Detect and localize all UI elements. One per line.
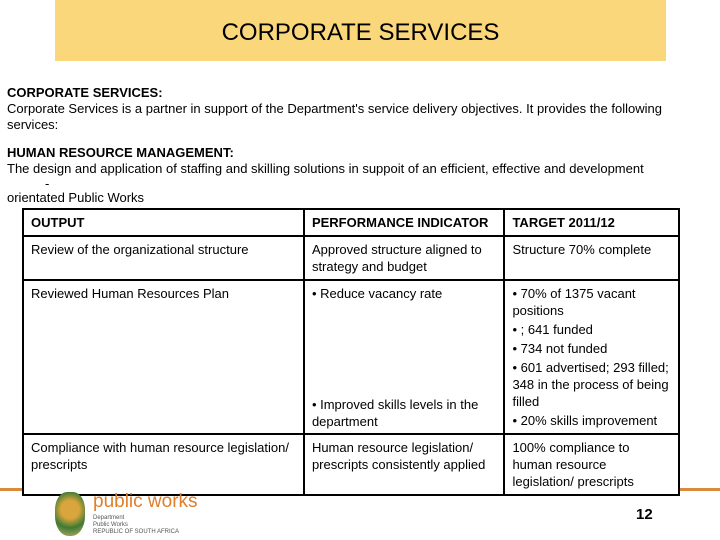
page-number: 12 [636,506,653,523]
indicator-cell: Approved structure aligned to strategy and budget [304,236,505,280]
target-cell: 100% compliance to human resource legislation/ prescripts [504,434,679,495]
header-indicator: PERFORMANCE INDICATOR [304,209,505,236]
logo-country: REPUBLIC OF SOUTH AFRICA [93,529,180,535]
table-header [23,209,679,236]
output-cell: Reviewed Human Resources Plan [23,280,304,434]
intro-text: Corporate Services is a partner in support of the Department's service delivery objectives. It provides the following services: [7,101,662,132]
coat-of-arms-icon [55,492,85,536]
output-cell: Review of the organizational structure [23,236,304,280]
table-row [23,236,679,280]
public-works-logo [55,492,198,536]
indicator-cell: Human resource legislation/ prescripts consistently applied [304,434,505,495]
hrm-text-cont: orientated Public Works [7,190,145,205]
target-item: • 70% of 1375 vacant positions [512,286,636,318]
table-row [23,280,679,434]
hrm-text: The design and application of staffing and skilling solutions in suppoit of an efficient, effective and development [7,161,644,176]
intro-heading: CORPORATE SERVICES: [7,85,163,100]
indicator-item: • Improved skills levels in the department [311,397,479,429]
indicator-cell [304,280,505,434]
hrm-dash: - [45,176,50,191]
services-table [22,208,680,496]
logo-dept: Department Public Works [93,515,128,528]
header-output: OUTPUT [23,209,304,236]
hrm-heading: HUMAN RESOURCE MANAGEMENT: [7,145,234,160]
title-banner [55,0,666,61]
target-item: • ; 641 funded [512,322,593,337]
logo-name: public works [93,491,198,512]
page-title: CORPORATE SERVICES [221,18,500,46]
target-cell: Structure 70% complete [504,236,679,280]
output-cell: Compliance with human resource legislation/ prescripts [23,434,304,495]
target-item: • 601 advertised; 293 filled; 348 in the process of being filled [512,360,669,409]
indicator-item: • Reduce vacancy rate [311,286,443,301]
target-item: • 734 not funded [512,341,608,356]
header-target: TARGET 2011/12 [504,209,679,236]
target-item: • 20% skills improvement [512,413,658,428]
target-cell [504,280,679,434]
table-row [23,434,679,495]
